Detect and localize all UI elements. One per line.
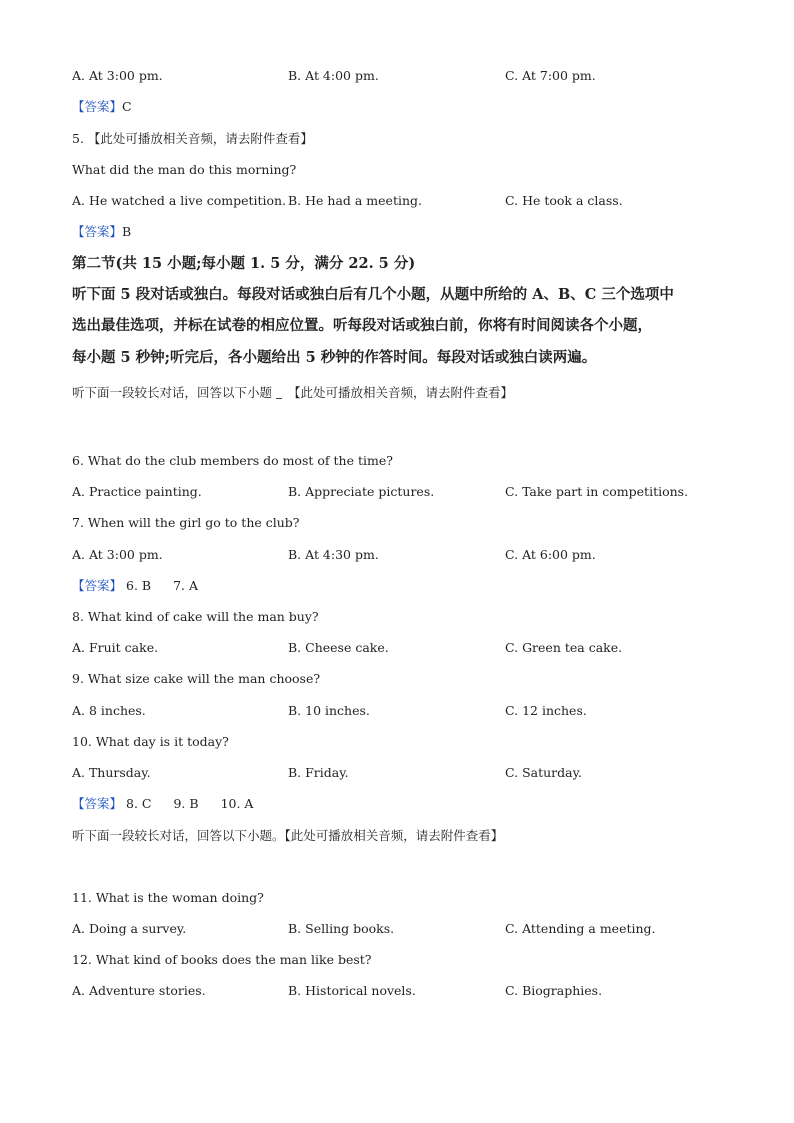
dialog1-intro (72, 384, 513, 402)
q6-option-c: C. Take part in competitions. (505, 484, 689, 499)
answer-value: 8. C (126, 796, 152, 811)
q11-option-c: C. Attending a meeting. (505, 921, 656, 936)
answer-value: 6. B (126, 578, 152, 593)
instructions-line-3: 每小题 5 秒钟;听完后，各小题给出 5 秒钟的作答时间。每段对话或独白读两遍。 (72, 349, 597, 366)
q7-option-c: C. At 6:00 pm. (505, 547, 596, 562)
q8-question: 8. What kind of cake will the man buy? (72, 609, 319, 624)
dialog3-intro: 听下面一段较长对话，回答以下小题。【此处可播放相关音频，请去附件查看】 (72, 828, 504, 843)
answer-8-10 (72, 795, 253, 813)
q7-option-b: B. At 4:30 pm. (288, 547, 379, 562)
instructions-line-1: 听下面 5 段对话或独白。每段对话或独白后有几个小题，从题中所给的 A、B、C 三个选项中 (72, 286, 674, 303)
answer-value: 9. B (173, 796, 199, 811)
answer-value: C (122, 99, 132, 114)
q5-stem: 5. 【此处可播放相关音频，请去附件查看】 (72, 131, 313, 146)
q5-option-a: A. He watched a live competition. (72, 193, 287, 208)
q10-option-c: C. Saturday. (505, 765, 582, 780)
q8-option-c: C. Green tea cake. (505, 640, 623, 655)
q5-option-b: B. He had a meeting. (288, 193, 423, 208)
q9-question: 9. What size cake will the man choose? (72, 671, 321, 686)
q7-option-a: A. At 3:00 pm. (72, 547, 163, 562)
answer-tag: 【答案】 (72, 796, 123, 811)
q4-answer (72, 98, 132, 116)
q6-question: 6. What do the club members do most of the time? (72, 453, 393, 468)
q8-option-a: A. Fruit cake. (72, 640, 159, 655)
answer-tag: 【答案】 (72, 578, 123, 593)
answer-tag: 【答案】 (72, 99, 123, 114)
q9-option-a: A. 8 inches. (72, 703, 146, 718)
section-title: 第二节(共 15 小题;每小题 1. 5 分，满分 22. 5 分) (72, 255, 416, 272)
answer-value: 7. A (173, 578, 199, 593)
answer-tag: 【答案】 (72, 224, 123, 239)
q6-option-a: A. Practice painting. (72, 484, 202, 499)
q5-answer (72, 223, 131, 241)
answer-value: B (122, 224, 132, 239)
q9-option-b: B. 10 inches. (288, 703, 370, 718)
q7-question: 7. When will the girl go to the club? (72, 515, 300, 530)
q4-option-b: B. At 4:00 pm. (288, 68, 379, 83)
q9-option-c: C. 12 inches. (505, 703, 587, 718)
q11-question: 11. What is the woman doing? (72, 890, 264, 905)
q12-question: 12. What kind of books does the man like best? (72, 952, 372, 967)
q11-option-a: A. Doing a survey. (72, 921, 187, 936)
dialog1-intro-text: 听下面一段较长对话，回答以下小题 (72, 385, 273, 400)
q5-question: What did the man do this morning? (72, 162, 297, 177)
q6-option-b: B. Appreciate pictures. (288, 484, 435, 499)
q12-option-b: B. Historical novels. (288, 983, 416, 998)
instructions-line-2: 选出最佳选项，并标在试卷的相应位置。听每段对话或独白前，你将有时间阅读各个小题， (72, 317, 652, 334)
answer-value: 10. A (220, 796, 254, 811)
audio-placeholder-icon (276, 386, 282, 399)
q10-question: 10. What day is it today? (72, 734, 229, 749)
q12-option-a: A. Adventure stories. (72, 983, 206, 998)
dialog1-audio-note[interactable]: 【此处可播放相关音频，请去附件查看】 (288, 385, 514, 400)
q10-option-b: B. Friday. (288, 765, 349, 780)
q5-option-c: C. He took a class. (505, 193, 623, 208)
q10-option-a: A. Thursday. (72, 765, 151, 780)
q4-option-c: C. At 7:00 pm. (505, 68, 596, 83)
q11-option-b: B. Selling books. (288, 921, 395, 936)
q8-option-b: B. Cheese cake. (288, 640, 389, 655)
q12-option-c: C. Biographies. (505, 983, 603, 998)
answer-6-7 (72, 577, 198, 595)
q4-option-a: A. At 3:00 pm. (72, 68, 163, 83)
